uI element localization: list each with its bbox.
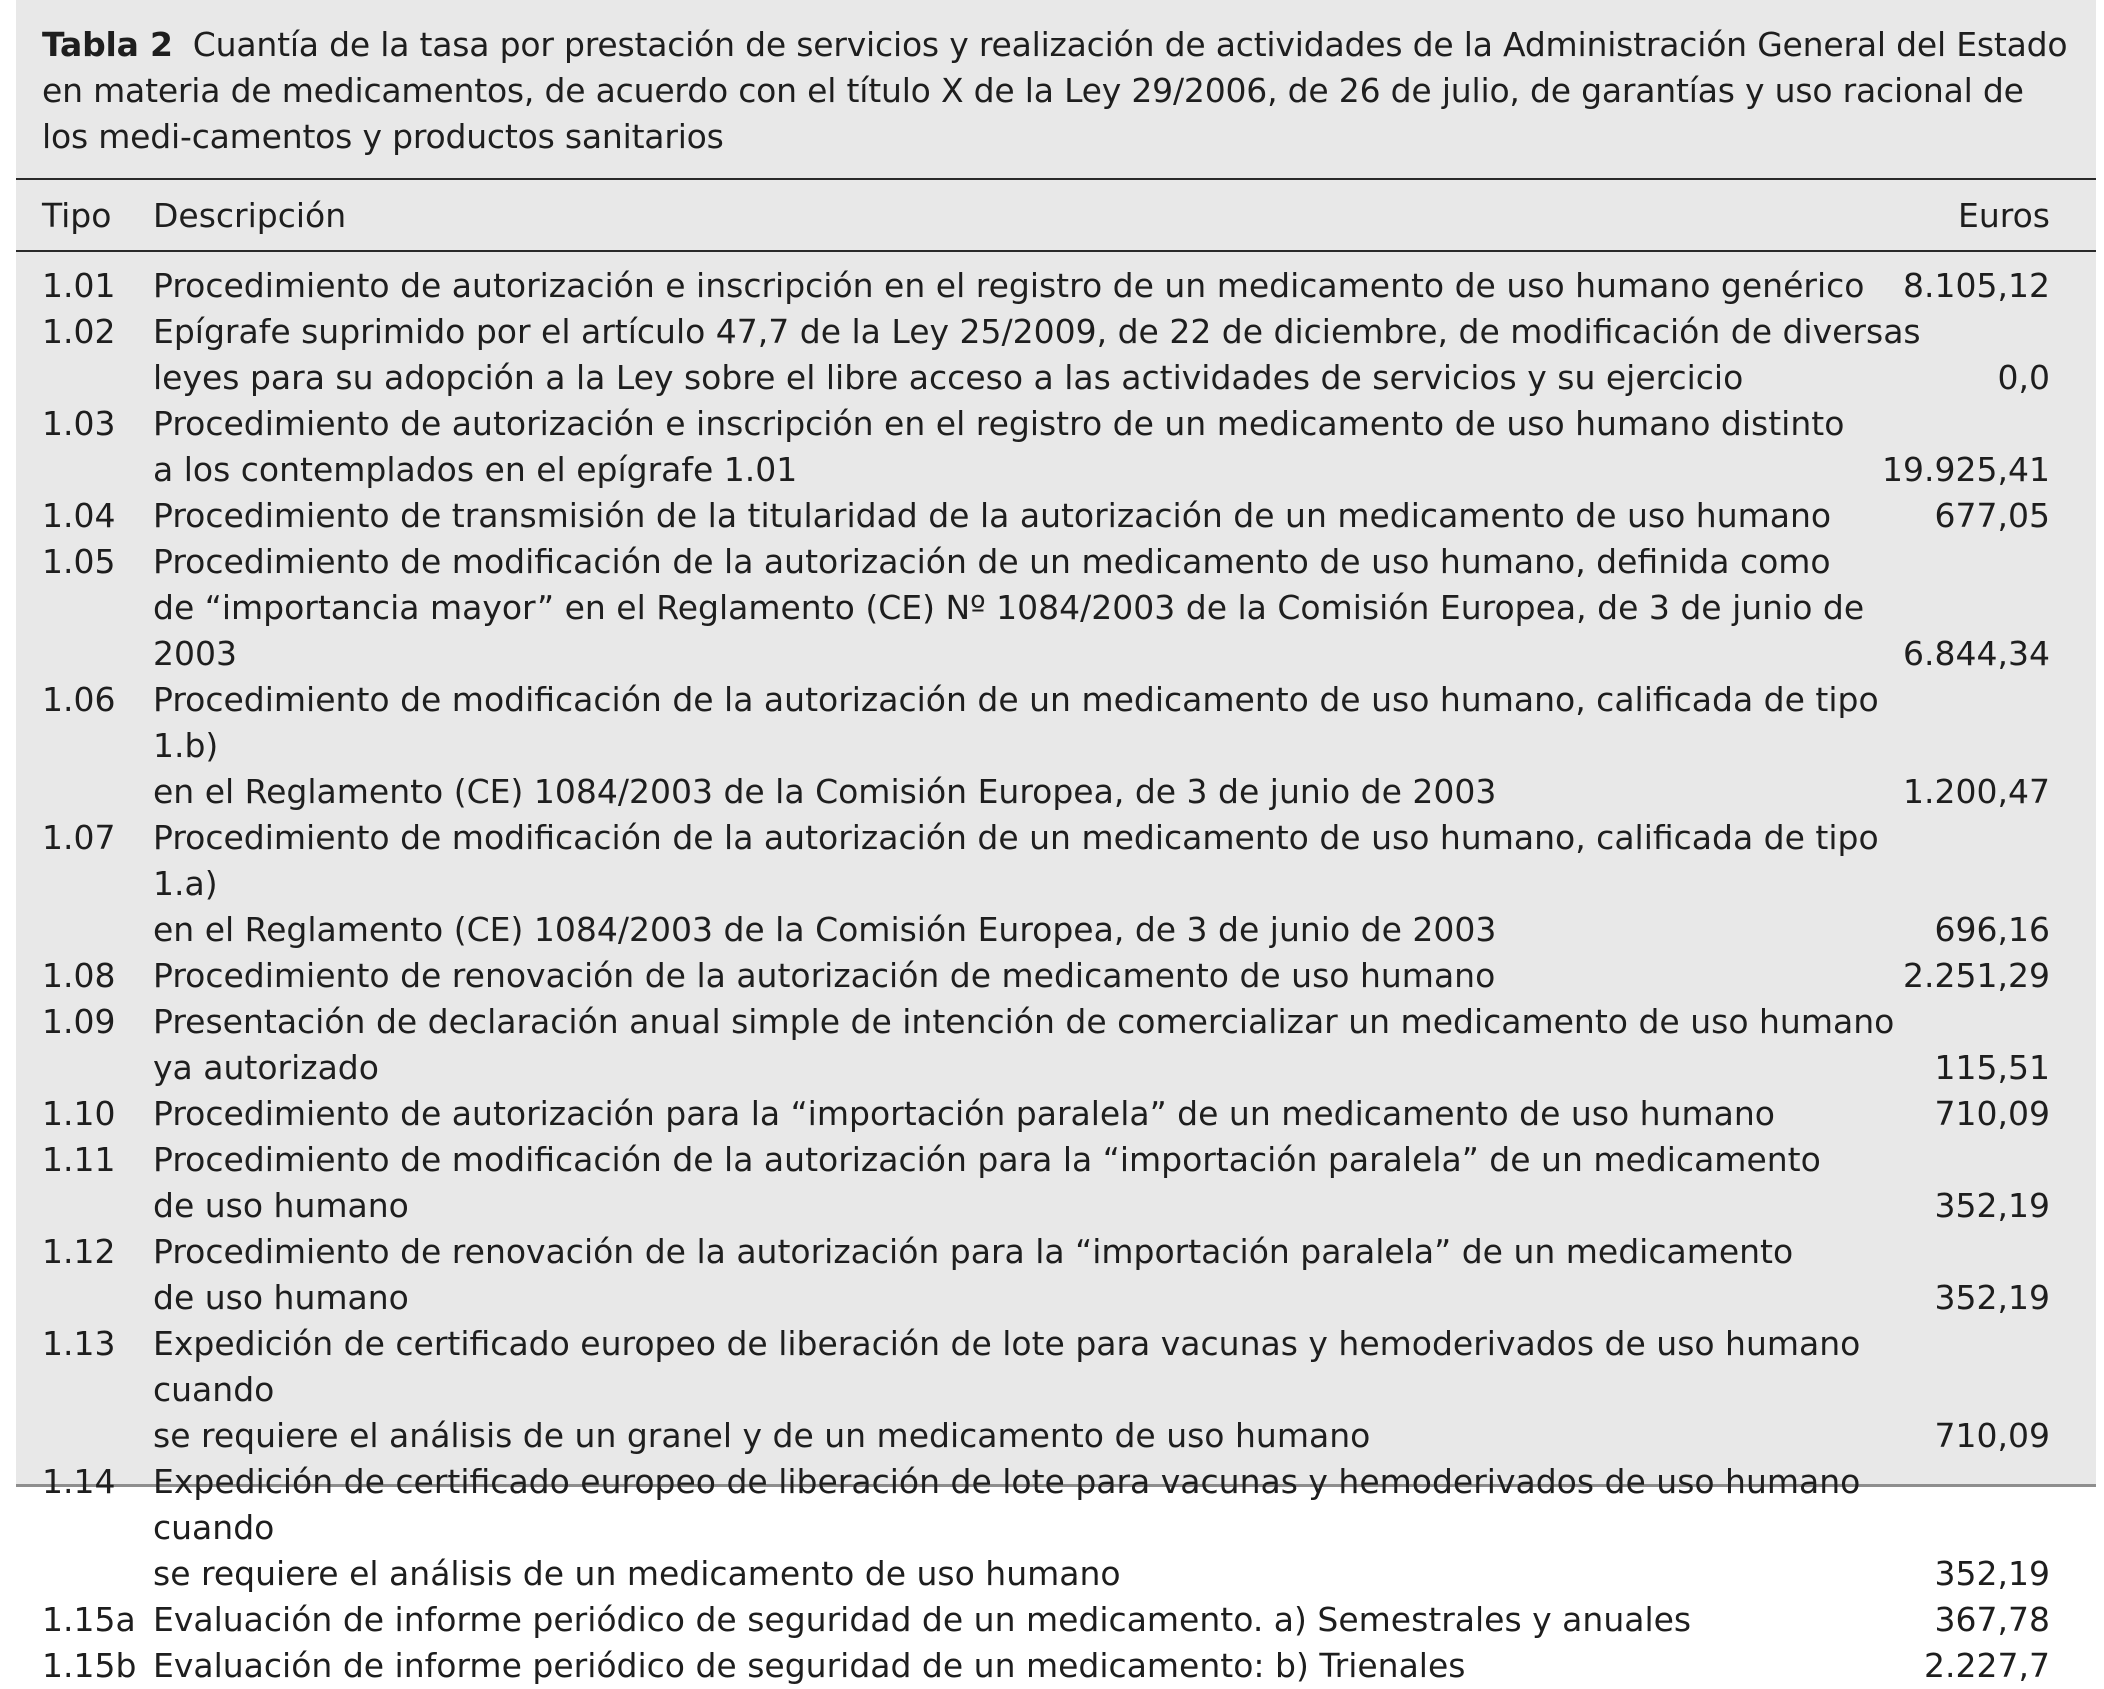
row-tipo: 1.14 [42,1462,116,1501]
row-euros: 8.105,12 [1903,266,2050,305]
row-descripcion: Evaluación de informe periódico de seguridad de un medicamento: b) Trienales [153,1646,1466,1685]
row-tipo: 1.01 [42,266,116,305]
row-descripcion: Procedimiento de renovación de la autorización de medicamento de uso humano [153,956,1496,995]
row-tipo: 1.03 [42,404,116,443]
row-euros: 677,05 [1934,496,2050,535]
row-descripcion: Expedición de certificado europeo de liberación de lote para vacunas y hemoderivados de uso humano cuando se requiere el análisis de un medicamento de uso humano [153,1462,1861,1593]
row-euros: 352,19 [1934,1554,2050,1593]
row-descripcion: Procedimiento de modificación de la autorización para la “importación paralela” de un medicamento de uso humano [153,1140,1821,1225]
row-euros: 710,09 [1934,1094,2050,1133]
row-tipo: 1.13 [42,1324,116,1363]
table-row [16,953,2096,999]
row-descripcion: Procedimiento de modificación de la autorización de un medicamento de uso humano, calificada de tipo 1.a) en el Reglamento (CE) 1084/2003 de la Comisión Europea, de 3 de junio de 2003 [153,818,1879,949]
table-row [16,309,2096,401]
fee-table [16,0,2096,1685]
row-euros: 352,19 [1934,1186,2050,1225]
row-tipo: 1.11 [42,1140,116,1179]
table-row [16,1137,2096,1229]
table-caption [42,22,2078,160]
row-tipo: 1.10 [42,1094,116,1133]
row-descripcion: Procedimiento de modificación de la autorización de un medicamento de uso humano, definida como de “importancia mayor” en el Reglamento (CE) Nº 1084/2003 de la Comisión Europea, de 3 de junio de 2003 [153,542,1865,673]
row-euros: 352,19 [1934,1278,2050,1317]
table-row [16,815,2096,953]
row-tipo: 1.15b [42,1646,137,1685]
row-euros: 367,78 [1934,1600,2050,1639]
row-tipo: 1.09 [42,1002,116,1041]
table-row [16,1643,2096,1689]
row-tipo: 1.04 [42,496,116,535]
row-tipo: 1.12 [42,1232,116,1271]
table-row [16,401,2096,493]
row-descripcion: Expedición de certificado europeo de liberación de lote para vacunas y hemoderivados de uso humano cuando se requiere el análisis de un granel y de un medicamento de uso humano [153,1324,1861,1455]
row-tipo: 1.08 [42,956,116,995]
table-row [16,539,2096,677]
row-euros: 1.200,47 [1903,772,2050,811]
header-euros: Euros [1958,196,2050,235]
row-tipo: 1.06 [42,680,116,719]
row-descripcion: Procedimiento de autorización e inscripción en el registro de un medicamento de uso humano distinto a los contemplados en el epígrafe 1.01 [153,404,1845,489]
table-caption-text: Cuantía de la tasa por prestación de servicios y realización de actividades de la Administración General del Estado en materia de medicamentos, de acuerdo con el título X de la Ley 29/2006, de 26 de julio, de garantías y uso racional de los medi-camentos y productos sanitarios [42,25,2068,156]
row-descripcion: Procedimiento de transmisión de la titularidad de la autorización de un medicamento de uso humano [153,496,1832,535]
header-tipo: Tipo [42,196,112,235]
row-euros: 2.251,29 [1903,956,2050,995]
table-row [16,999,2096,1091]
row-euros: 710,09 [1934,1416,2050,1455]
row-euros: 19.925,41 [1882,450,2050,489]
table-header [16,190,2096,242]
row-euros: 2.227,7 [1924,1646,2050,1685]
top-rule [16,178,2096,180]
table-body [16,263,2096,1689]
table-row [16,493,2096,539]
table-label: Tabla 2 [42,25,173,64]
table-row [16,1459,2096,1597]
row-descripcion: Procedimiento de autorización e inscripción en el registro de un medicamento de uso humano genérico [153,266,1865,305]
row-descripcion: Procedimiento de autorización para la “importación paralela” de un medicamento de uso humano [153,1094,1775,1133]
row-tipo: 1.02 [42,312,116,351]
row-euros: 115,51 [1934,1048,2050,1087]
row-tipo: 1.15a [42,1600,136,1639]
table-row [16,677,2096,815]
row-descripcion: Presentación de declaración anual simple de intención de comercializar un medicamento de uso humano ya autorizado [153,1002,1895,1087]
table-row [16,1091,2096,1137]
row-descripcion: Epígrafe suprimido por el artículo 47,7 de la Ley 25/2009, de 22 de diciembre, de modificación de diversas leyes para su adopción a la Ley sobre el libre acceso a las actividades de servicios y su ejercicio [153,312,1921,397]
table-row [16,1321,2096,1459]
row-tipo: 1.07 [42,818,116,857]
row-descripcion: Procedimiento de renovación de la autorización para la “importación paralela” de un medicamento de uso humano [153,1232,1794,1317]
row-tipo: 1.05 [42,542,116,581]
row-euros: 0,0 [1997,358,2050,397]
header-rule [16,250,2096,252]
row-descripcion: Procedimiento de modificación de la autorización de un medicamento de uso humano, calificada de tipo 1.b) en el Reglamento (CE) 1084/2003 de la Comisión Europea, de 3 de junio de 2003 [153,680,1879,811]
table-row [16,263,2096,309]
table-row [16,1597,2096,1643]
row-euros: 6.844,34 [1903,634,2050,673]
table-row [16,1229,2096,1321]
header-descripcion: Descripción [153,196,347,235]
row-euros: 696,16 [1934,910,2050,949]
row-descripcion: Evaluación de informe periódico de seguridad de un medicamento. a) Semestrales y anuales [153,1600,1692,1639]
